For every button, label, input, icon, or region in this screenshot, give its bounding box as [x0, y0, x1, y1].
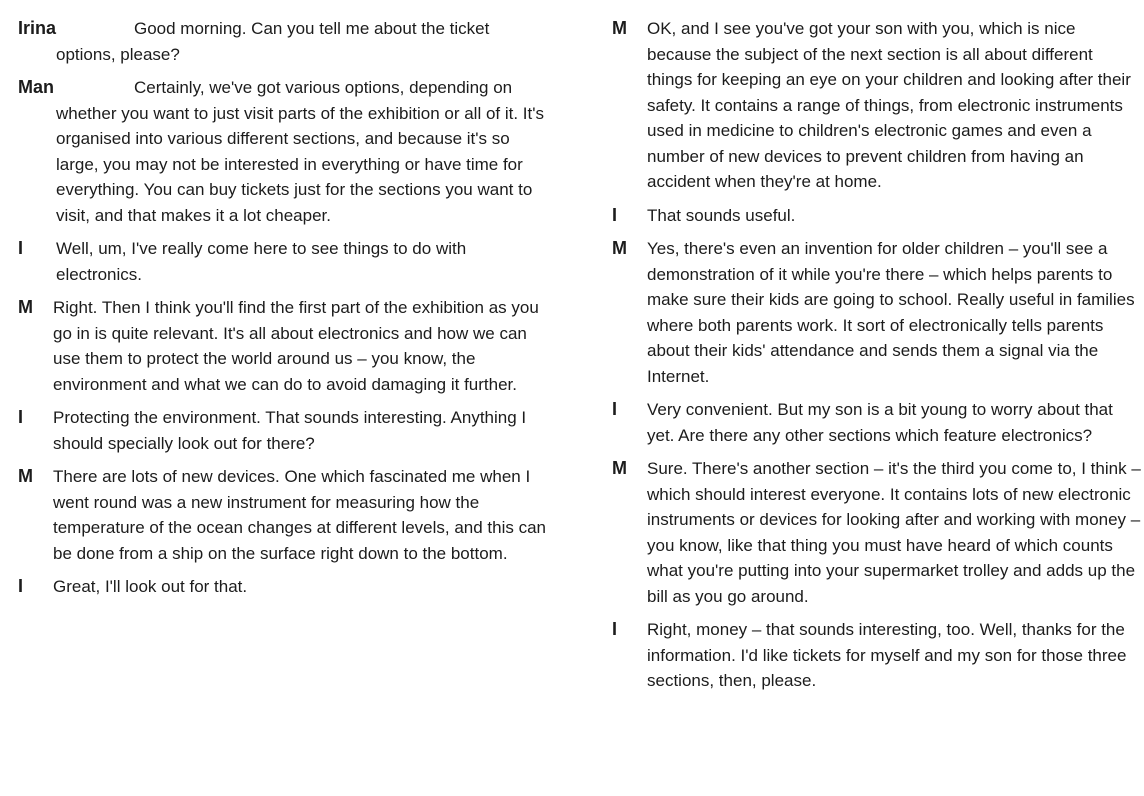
- dialogue-turn: [18, 295, 548, 397]
- dialogue-turn: [18, 16, 548, 67]
- speech-text: That sounds useful.: [647, 205, 796, 225]
- speaker-label: I: [612, 204, 618, 225]
- speaker-label: M: [612, 458, 627, 478]
- speaker-label: I: [612, 399, 618, 419]
- speech-text: Great, I'll look out for that.: [53, 577, 248, 596]
- speech-text: Right. Then I think you'll find the first part of the exhibition as you go in is quite relevant. It's all about electronics and how we can use them to protect the world around us – you know, the environment and what we can do to avoid damaging it further.: [53, 298, 539, 394]
- dialogue-column-left: [18, 16, 548, 788]
- speech-text: Well, um, I've really come here to see things to do with electronics.: [56, 239, 467, 284]
- speaker-label: Irina: [18, 18, 57, 38]
- speaker-label: M: [612, 238, 627, 258]
- speech-text: Right, money – that sounds interesting, too. Well, thanks for the information. I'd like tickets for myself and my son for those three sections, then, please.: [647, 620, 1127, 690]
- speech-text: Good morning. Can you tell me about the ticket options, please?: [56, 19, 490, 64]
- dialogue-column-right: [612, 16, 1142, 788]
- speech-text: Very convenient. But my son is a bit young to worry about that yet. Are there any other sections which feature electronics?: [647, 400, 1113, 445]
- dialogue-turn: [18, 405, 548, 456]
- speaker-label: I: [18, 407, 24, 427]
- speaker-label: M: [612, 18, 627, 38]
- speech-text: Yes, there's even an invention for older children – you'll see a demonstration of it while you're there – which helps parents to make sure their kids are going to school. Really useful in families where both parents work. It sort of electronically tells parents about their kids' attendance and sends them a signal via the Internet.: [647, 239, 1135, 386]
- dialogue-turn: [612, 617, 1142, 694]
- speech-text: Certainly, we've got various options, depending on whether you want to just visit parts of the exhibition or all of it. It's organised into various different sections, and because it's so large, you may not be interested in everything or have time for everything. You can buy tickets just for the sections you want to visit, and that makes it a lot cheaper.: [56, 78, 544, 225]
- dialogue-turn: [612, 203, 1142, 229]
- dialogue-turn: [612, 16, 1142, 195]
- speech-text: Protecting the environment. That sounds interesting. Anything I should specially look out for there?: [53, 408, 527, 453]
- dialogue-turn: [612, 456, 1142, 609]
- speech-text: OK, and I see you've got your son with you, which is nice because the subject of the next section is all about different things for keeping an eye on your children and looking after their safety. It contains a range of things, from electronic instruments used in medicine to children's electronic games and even a number of new devices to prevent children from having an accident when they're at home.: [647, 19, 1131, 191]
- speaker-label: I: [18, 238, 24, 258]
- speech-text: There are lots of new devices. One which fascinated me when I went round was a new instrument for measuring how the temperature of the ocean changes at different levels, and this can be done from a ship on the surface right down to the bottom.: [53, 467, 546, 563]
- dialogue-turn: [18, 464, 548, 566]
- speaker-label: M: [18, 297, 33, 317]
- dialogue-turn: [18, 236, 548, 287]
- speech-text: Sure. There's another section – it's the third you come to, I think – which should interest everyone. It contains lots of new electronic instruments or devices for looking after and working with money – you know, like that thing you must have heard of which counts what you're putting into your supermarket trolley and adds up the bill as you go around.: [647, 459, 1141, 606]
- dialogue-turn: [18, 75, 548, 228]
- dialogue-turn: [612, 397, 1142, 448]
- speaker-label: I: [612, 619, 618, 639]
- speaker-label: I: [18, 576, 24, 596]
- speaker-label: M: [18, 466, 33, 486]
- dialogue-turn: [612, 236, 1142, 389]
- dialogue-turn: [18, 574, 548, 600]
- speaker-label: Man: [18, 77, 54, 97]
